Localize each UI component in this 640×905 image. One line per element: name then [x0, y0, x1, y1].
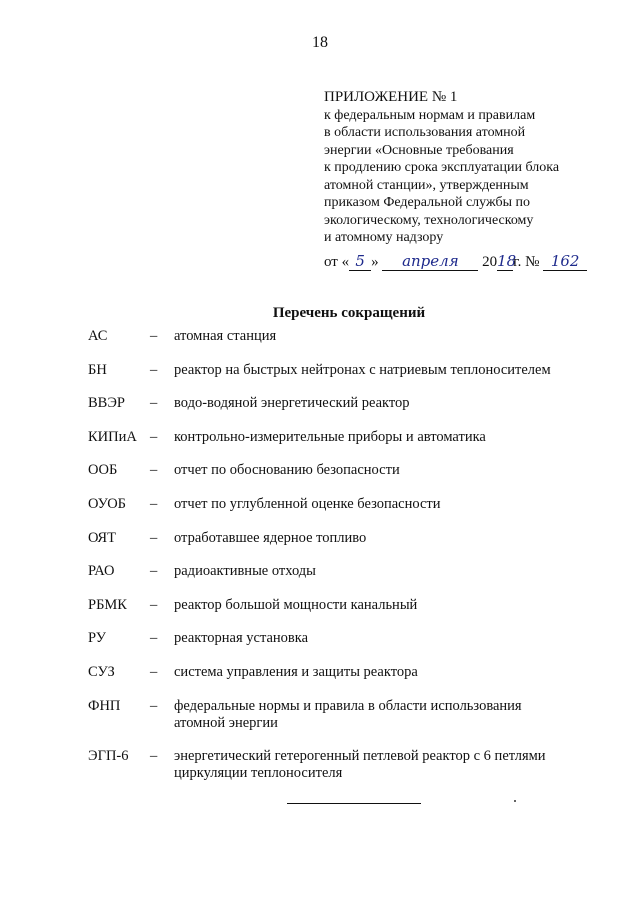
abbreviation-row: [88, 395, 568, 412]
order-quote-close: »: [371, 254, 379, 270]
order-year-prefix: 20: [482, 254, 498, 270]
appendix-line: к федеральным нормам и правилам: [324, 107, 536, 123]
abbreviation-dash: –: [150, 462, 158, 479]
appendix-line: и атомному надзору: [324, 230, 444, 245]
appendix-line: энергии «Основные требования: [324, 142, 514, 158]
abbreviation-code: КИПиА: [88, 428, 137, 445]
abbreviation-row: [88, 698, 568, 732]
abbreviation-row: [88, 630, 568, 647]
order-year-suffix: 18: [497, 252, 517, 270]
abbreviation-definition: реактор на быстрых нейтронах с натриевым теплоносителем: [174, 361, 551, 378]
abbreviation-dash: –: [150, 563, 158, 580]
abbreviation-dash: –: [150, 428, 158, 445]
abbreviation-code: ФНП: [88, 697, 121, 714]
abbreviation-code: БН: [88, 361, 107, 378]
abbreviation-dash: –: [150, 395, 158, 412]
abbreviation-code: СУЗ: [88, 663, 115, 680]
appendix-line: экологическому, технологическому: [324, 212, 534, 228]
order-month: апреля: [382, 252, 478, 271]
abbreviation-dash: –: [150, 495, 158, 512]
abbreviation-definition: контрольно-измерительные приборы и автоматика: [174, 428, 486, 445]
abbreviation-definition: радиоактивные отходы: [174, 563, 316, 580]
abbreviation-code: РАО: [88, 563, 115, 580]
abbreviation-definition: реактор большой мощности канальный: [174, 596, 418, 613]
abbreviation-dash: –: [150, 697, 158, 714]
abbreviation-row: [88, 462, 568, 479]
appendix-line: к продлению срока эксплуатации блока: [324, 160, 560, 175]
abbreviation-list: [88, 328, 568, 799]
abbreviation-code: РБМК: [88, 596, 127, 613]
order-day: 5: [349, 252, 371, 271]
abbreviation-dash: –: [150, 663, 158, 680]
appendix-line: в области использования атомной: [324, 125, 526, 140]
abbreviation-dash: –: [150, 596, 158, 613]
abbreviation-code: ООБ: [88, 462, 118, 479]
abbreviation-row: [88, 597, 568, 614]
order-prefix: от «: [324, 254, 350, 270]
order-year-tail: г. №: [513, 254, 540, 270]
order-number: 162: [543, 252, 587, 271]
abbreviation-dash: –: [150, 529, 158, 546]
order-date-line: [324, 252, 624, 271]
abbreviation-dash: –: [150, 748, 158, 765]
abbreviation-row: [88, 429, 568, 446]
abbreviation-code: ОУОБ: [88, 495, 126, 512]
appendix-line: атомной станции», утвержденным: [324, 177, 529, 193]
end-rule: [287, 803, 421, 804]
scan-speck: [514, 800, 516, 802]
appendix-line: приказом Федеральной службы по: [324, 195, 530, 210]
abbreviation-definition: водо-водяной энергетический реактор: [174, 395, 410, 412]
abbreviation-dash: –: [150, 328, 158, 344]
abbreviation-definition: система управления и защиты реактора: [174, 663, 418, 680]
abbreviation-code: АС: [88, 328, 108, 344]
abbreviation-row: [88, 328, 568, 345]
abbreviation-code: ВВЭР: [88, 395, 125, 412]
abbreviation-definition: отчет по углубленной оценке безопасности: [174, 495, 441, 512]
abbreviation-dash: –: [150, 630, 158, 647]
abbreviation-code: РУ: [88, 630, 106, 647]
abbreviation-definition: атомная станция: [174, 328, 277, 344]
abbreviation-code: ЭГП-6: [88, 748, 129, 765]
abbreviation-definition: энергетический гетерогенный петлевой реактор с 6 петлями циркуляции теплоносителя: [174, 748, 546, 782]
abbreviation-definition: реакторная установка: [174, 630, 309, 647]
abbreviation-definition: отчет по обоснованию безопасности: [174, 462, 400, 479]
appendix-title: ПРИЛОЖЕНИЕ № 1: [324, 89, 458, 105]
abbreviation-row: [88, 748, 568, 782]
abbreviation-list-title: Перечень сокращений: [272, 305, 426, 321]
abbreviation-row: [88, 664, 568, 681]
abbreviation-code: ОЯТ: [88, 529, 116, 546]
abbreviation-row: [88, 362, 568, 379]
abbreviation-row: [88, 563, 568, 580]
abbreviation-dash: –: [150, 361, 158, 378]
abbreviation-definition: федеральные нормы и правила в области использования атомной энергии: [174, 697, 522, 731]
page-number: 18: [312, 34, 328, 51]
abbreviation-row: [88, 530, 568, 547]
abbreviation-definition: отработавшее ядерное топливо: [174, 529, 367, 546]
appendix-header: [324, 89, 624, 247]
abbreviation-row: [88, 496, 568, 513]
